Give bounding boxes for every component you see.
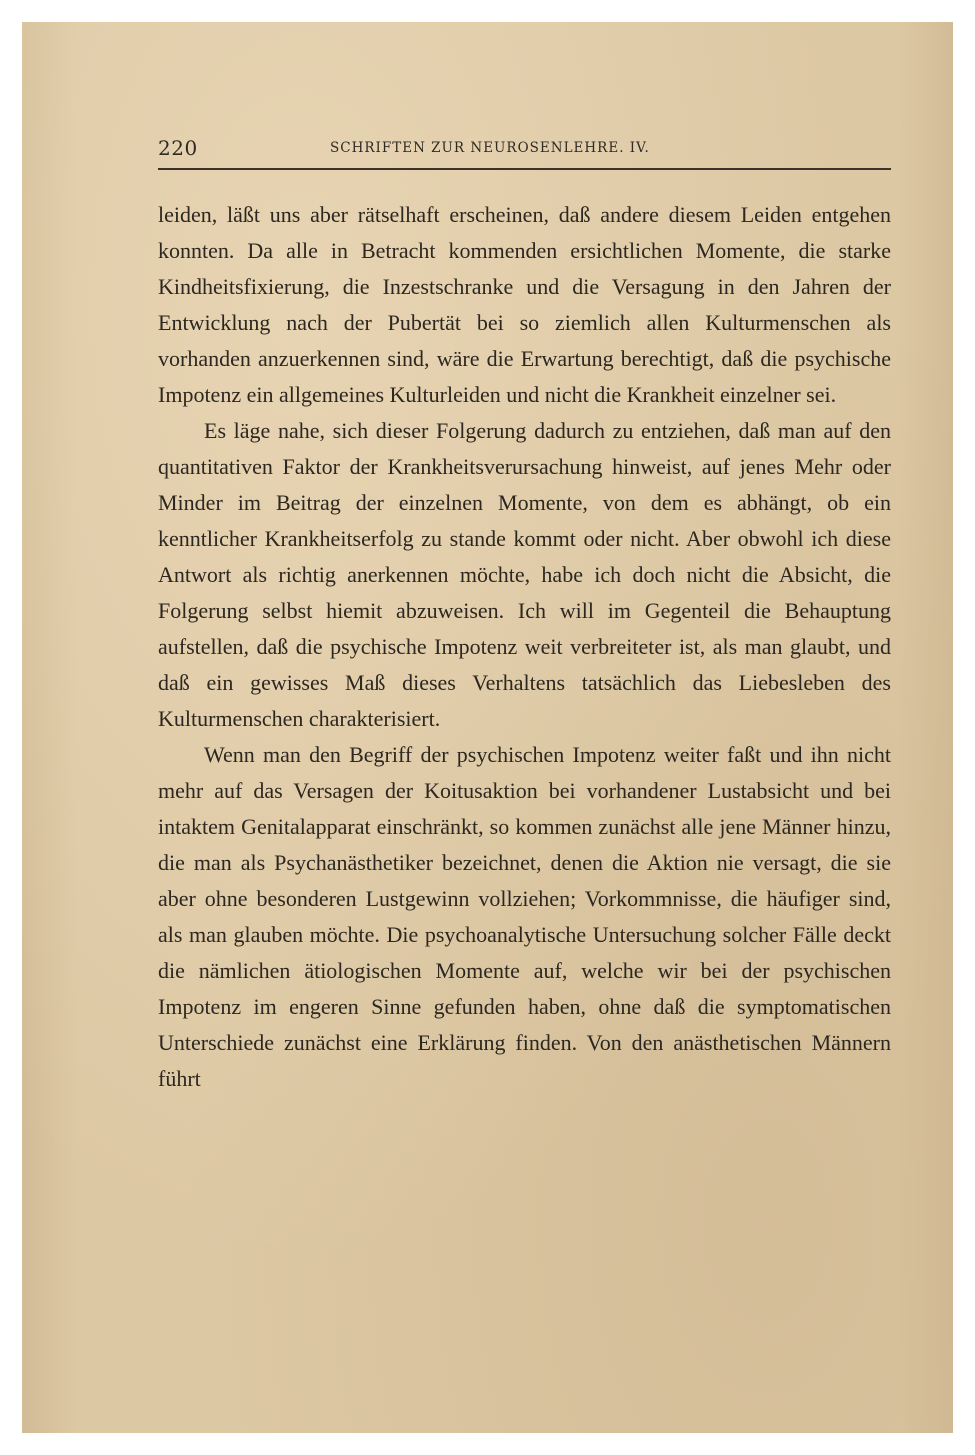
body-text [158, 197, 891, 1097]
paragraph-continuation: leiden, läßt uns aber rätselhaft erscheinen, daß andere diesem Leiden entgehen konnten. Da alle in Betracht kommenden ersichtlichen Momente, die starke Kindheitsfixierung, die Inzestschranke und die Versagung in den Jahren der Entwicklung nach der Pubertät bei so ziemlich allen Kulturmenschen als vorhanden anzuerkennen sind, wäre die Erwartung berechtigt, daß die psychische Impotenz ein allgemeines Kulturleiden und nicht die Krankheit einzelner sei. [158, 202, 891, 407]
paragraph: Es läge nahe, sich dieser Folgerung dadurch zu entziehen, daß man auf den quantitativen Faktor der Krankheitsverursachung hinweist, auf jenes Mehr oder Minder im Beitrag der einzelnen Momente, von dem es abhängt, ob ein kenntlicher Krankheitserfolg zu stande kommt oder nicht. Aber obwohl ich diese Antwort als richtig anerkennen möchte, habe ich doch nicht die Absicht, die Folgerung selbst hiemit abzuweisen. Ich will im Gegenteil die Behauptung aufstellen, daß die psychische Impotenz weit verbreiteter ist, als man glaubt, und daß ein gewisses Maß dieses Verhaltens tatsächlich das Liebesleben des Kulturmenschen charakterisiert. [158, 418, 891, 731]
page-number: 220 [158, 136, 198, 160]
running-head: SCHRIFTEN ZUR NEUROSENLEHRE. IV. [330, 140, 650, 156]
page-header [158, 134, 891, 170]
paragraph: Wenn man den Begriff der psychischen Impotenz weiter faßt und ihn nicht mehr auf das Versagen der Koitusaktion bei vorhandener Lustabsicht und bei intaktem Genitalapparat einschränkt, so kommen zunächst alle jene Männer hinzu, die man als Psychanästhetiker bezeichnet, denen die Aktion nie versagt, die sie aber ohne besonderen Lustgewinn vollziehen; Vorkommnisse, die häufiger sind, als man glauben möchte. Die psychoanalytische Untersuchung solcher Fälle deckt die nämlichen ätiologischen Momente auf, welche wir bei der psychischen Impotenz im engeren Sinne gefunden haben, ohne daß die symptomatischen Unterschiede zunächst eine Erklärung finden. Von den anästhetischen Männern führt [158, 742, 891, 1091]
